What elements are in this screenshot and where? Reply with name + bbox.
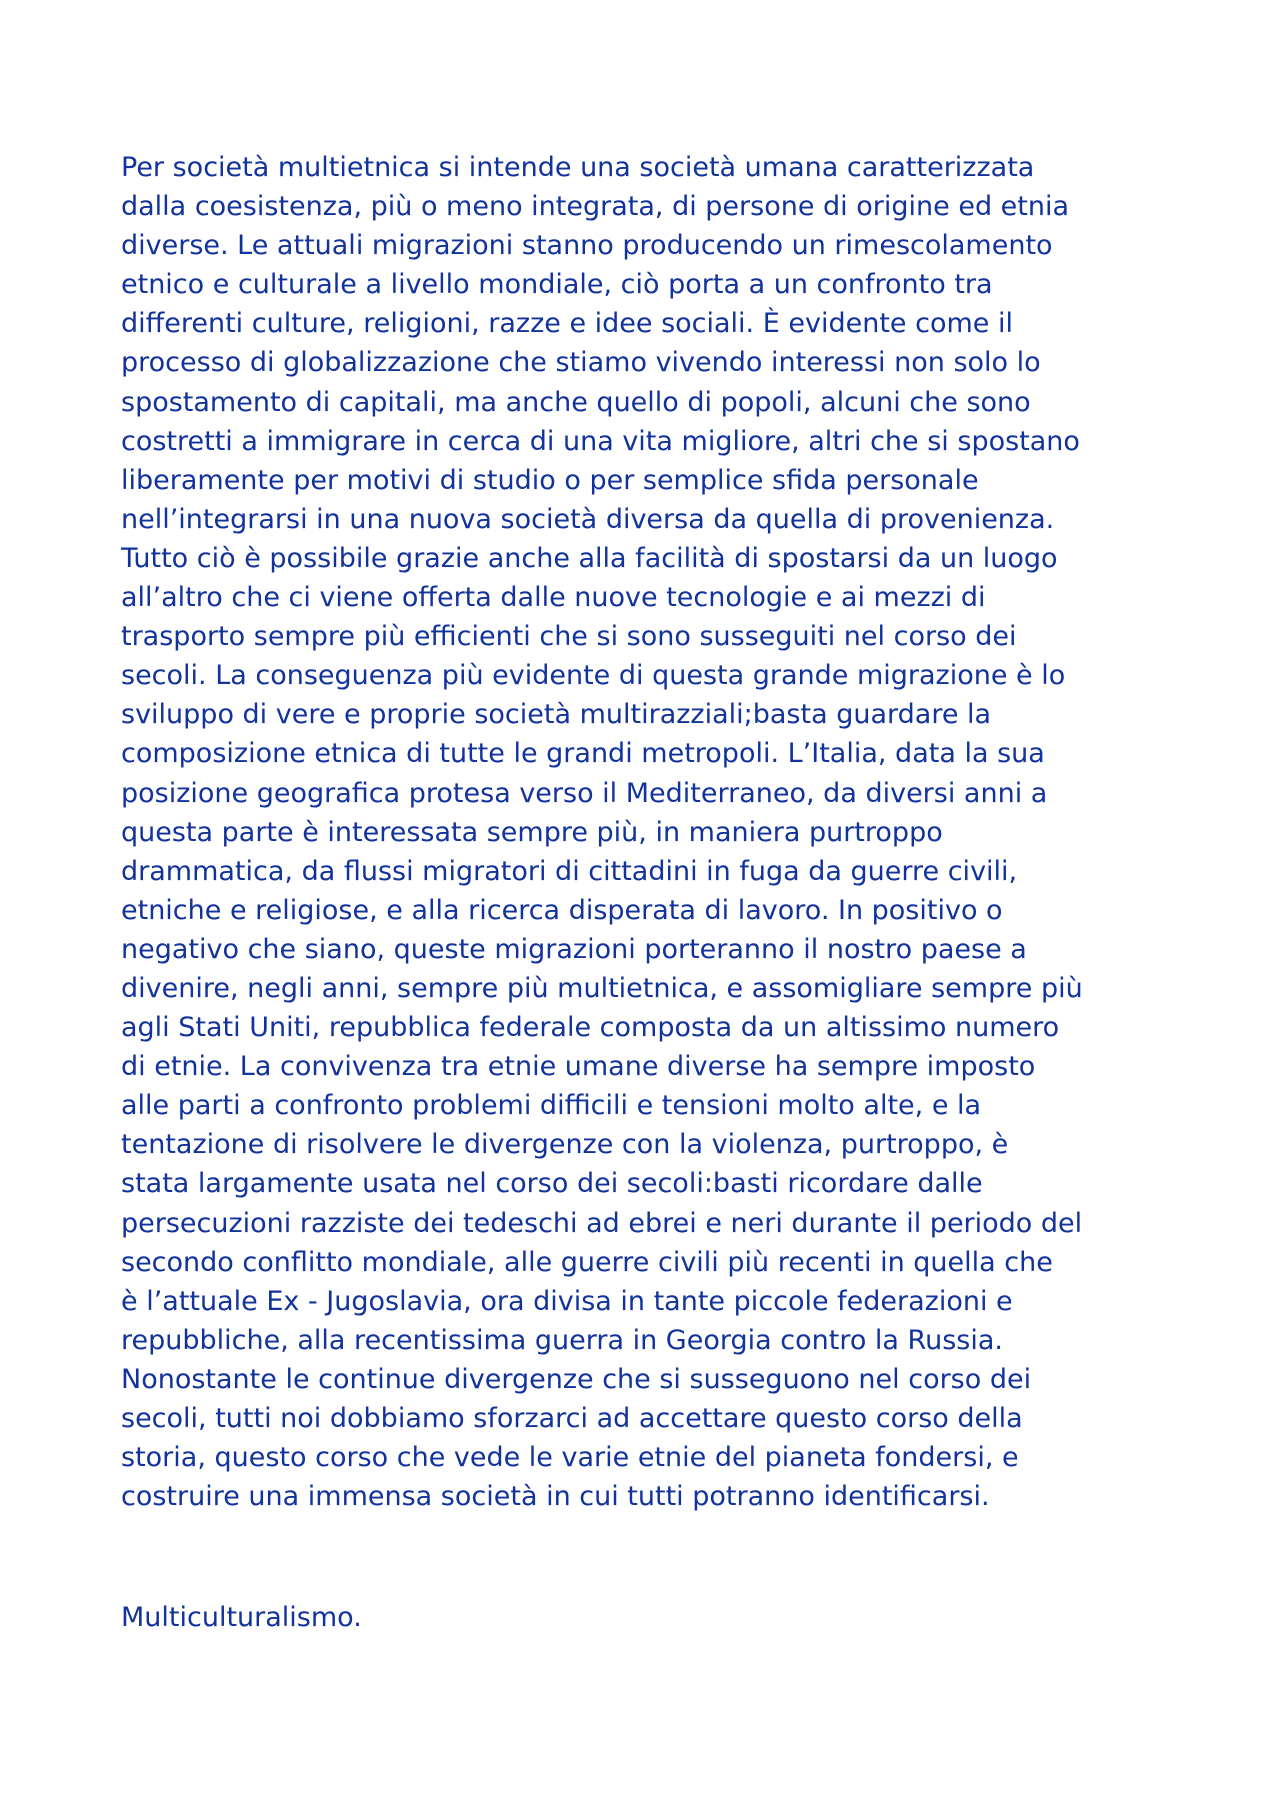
text-line: composizione etnica di tutte le grandi metropoli. L’Italia, data la sua	[121, 738, 1045, 770]
text-line: persecuzioni razziste dei tedeschi ad ebrei e neri durante il periodo del	[121, 1207, 1083, 1239]
text-line: di etnie. La convivenza tra etnie umane diverse ha sempre imposto	[121, 1051, 1036, 1083]
text-line: agli Stati Uniti, repubblica federale composta da un altissimo numero	[121, 1012, 1060, 1044]
text-line: diverse. Le attuali migrazioni stanno producendo un rimescolamento	[121, 230, 1053, 262]
text-line: processo di globalizzazione che stiamo vivendo interessi non solo lo	[121, 347, 1041, 379]
text-line: secoli, tutti noi dobbiamo sforzarci ad accettare questo corso della	[121, 1403, 1023, 1434]
section-heading: Multiculturalismo.	[121, 1602, 362, 1633]
text-line: storia, questo corso che vede le varie etnie del pianeta fondersi, e	[121, 1442, 1019, 1474]
text-line: alle parti a confronto problemi difficili e tensioni molto alte, e la	[121, 1090, 982, 1122]
text-line: repubbliche, alla recentissima guerra in Georgia contro la Russia.	[121, 1324, 1003, 1356]
text-line: all’altro che ci viene offerta dalle nuove tecnologie e ai mezzi di	[121, 582, 986, 614]
text-line: secoli. La conseguenza più evidente di questa grande migrazione è lo	[121, 660, 1066, 692]
text-line: differenti culture, religioni, razze e idee sociali. È evidente come il	[121, 308, 1013, 340]
text-line: etniche e religiose, e alla ricerca disperata di lavoro. In positivo o	[121, 894, 1003, 926]
text-line: tentazione di risolvere le divergenze con la violenza, purtroppo, è	[121, 1129, 1009, 1161]
text-line: etnico e culturale a livello mondiale, ciò porta a un confronto tra	[121, 269, 993, 301]
text-line: stata largamente usata nel corso dei secoli:basti ricordare dalle	[121, 1168, 983, 1200]
text-line: trasporto sempre più efficienti che si sono susseguiti nel corso dei	[121, 621, 1017, 653]
text-line: dalla coesistenza, più o meno integrata, di persone di origine ed etnia	[121, 191, 1070, 223]
text-line: Per società multietnica si intende una società umana caratterizzata	[121, 152, 1035, 183]
text-line: sviluppo di vere e proprie società multirazziali;basta guardare la	[121, 699, 992, 731]
text-line: costruire una immensa società in cui tutti potranno identificarsi.	[121, 1481, 990, 1513]
text-line: Nonostante le continue divergenze che si susseguono nel corso dei	[121, 1363, 1032, 1395]
text-line: negativo che siano, queste migrazioni porteranno il nostro paese a	[121, 933, 1027, 965]
text-line: costretti a immigrare in cerca di una vita migliore, altri che si spostano	[121, 425, 1080, 457]
text-line: Tutto ciò è possibile grazie anche alla facilità di spostarsi da un luogo	[121, 542, 1058, 574]
text-line: questa parte è interessata sempre più, in maniera purtroppo	[121, 816, 943, 848]
text-line: spostamento di capitali, ma anche quello di popoli, alcuni che sono	[121, 386, 1031, 418]
text-line: nell’integrarsi in una nuova società diversa da quella di provenienza.	[121, 503, 1055, 535]
text-line: posizione geografica protesa verso il Mediterraneo, da diversi anni a	[121, 777, 1048, 809]
text-line: drammatica, da flussi migratori di cittadini in fuga da guerre civili,	[121, 855, 1018, 887]
text-line: liberamente per motivi di studio o per semplice sfida personale	[121, 464, 979, 496]
text-line: secondo conflitto mondiale, alle guerre civili più recenti in quella che	[121, 1246, 1053, 1278]
body-paragraph	[121, 148, 1181, 1516]
text-line: divenire, negli anni, sempre più multietnica, e assomigliare sempre più	[121, 972, 1083, 1004]
text-line: è l’attuale Ex - Jugoslavia, ora divisa in tante piccole federazioni e	[121, 1285, 1013, 1317]
